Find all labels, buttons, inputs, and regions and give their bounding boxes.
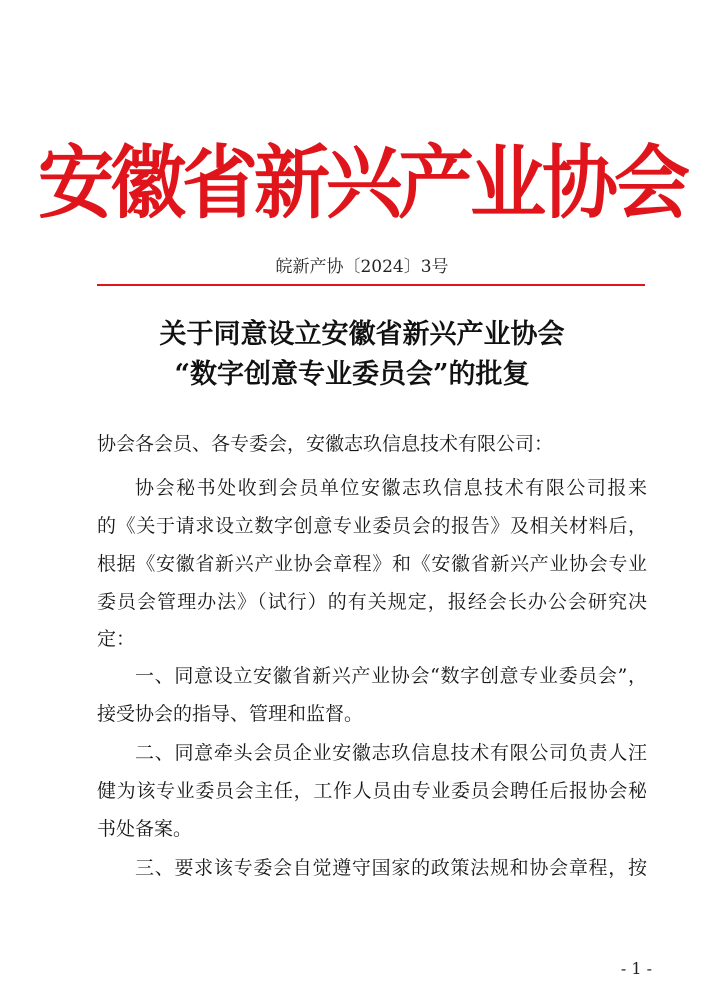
organization-title: 安徽省新兴产业协会 (38, 135, 686, 230)
paragraph-3-line-1: 二、同意牵头会员企业安徽志玖信息技术有限公司负责人汪 (135, 742, 647, 764)
paragraph-1-line-1: 协会秘书处收到会员单位安徽志玖信息技术有限公司报来 (135, 477, 647, 499)
paragraph-1-line-2: 的《关于请求设立数字创意专业委员会的报告》及相关材料后， (97, 515, 647, 537)
paragraph-1-line-5: 定： (97, 628, 136, 650)
paragraph-3-line-3: 书处备案。 (97, 818, 193, 840)
page-number: - 1 - (620, 959, 652, 978)
paragraph-3-line-2: 健为该专业委员会主任，工作人员由专业委员会聘任后报协会秘 (97, 780, 647, 802)
salutation: 协会各会员、各专委会，安徽志玖信息技术有限公司： (97, 433, 554, 455)
paragraph-4-line-1: 三、要求该专委会自觉遵守国家的政策法规和协会章程，按 (135, 857, 647, 879)
red-divider-line (97, 284, 645, 286)
paragraph-1-line-3: 根据《安徽省新兴产业协会章程》和《安徽省新兴产业协会专业 (97, 553, 647, 575)
paragraph-2-line-1: 一、同意设立安徽省新兴产业协会“数字创意专业委员会”， (135, 665, 647, 687)
subject-line-1: 关于同意设立安徽省新兴产业协会 (159, 319, 565, 350)
document-number: 皖新产协〔2024〕3号 (275, 257, 449, 277)
subject-line-2: “数字创意专业委员会”的批复 (174, 359, 530, 390)
paragraph-2-line-2: 接受协会的指导、管理和监督。 (97, 703, 364, 725)
paragraph-1-line-4: 委员会管理办法》（试行）的有关规定，报经会长办公会研究决 (97, 591, 647, 613)
